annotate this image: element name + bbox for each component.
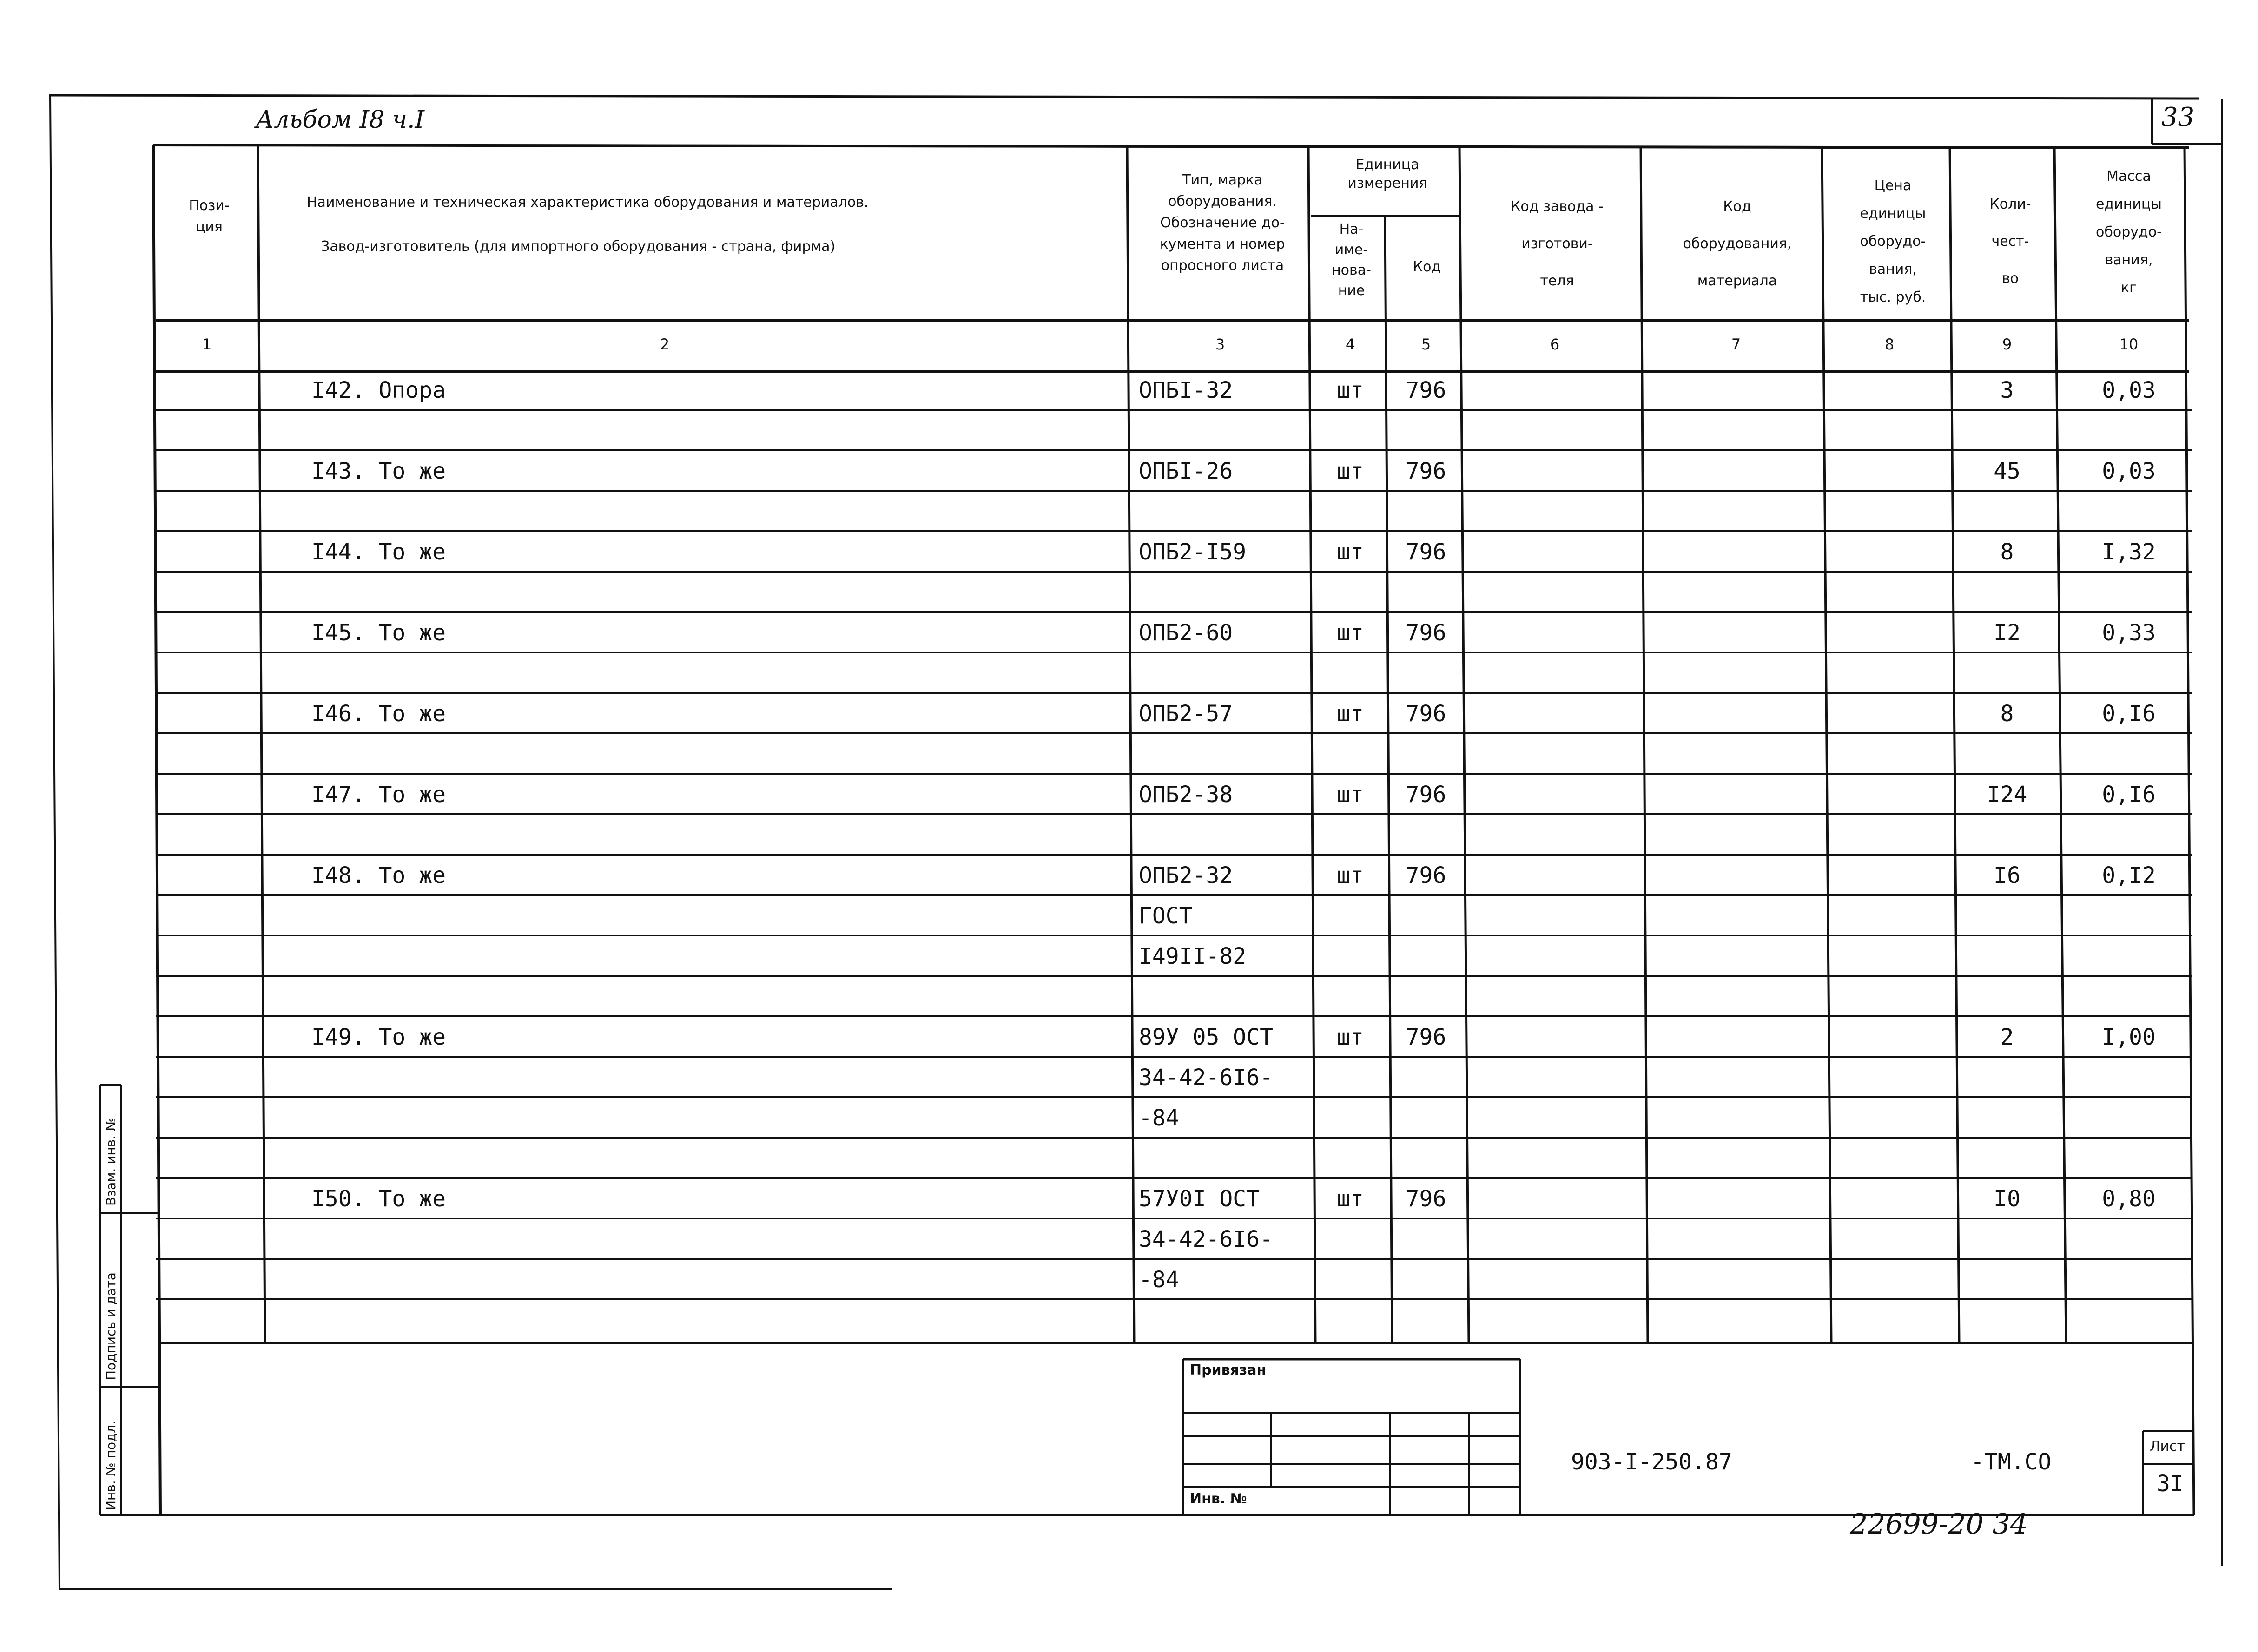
- row-qty: 2: [2000, 1024, 2014, 1050]
- stamp-doc-suffix: -ТМ.СО: [1971, 1449, 2052, 1475]
- stamp-inv-no: Инв. №: [1190, 1491, 1247, 1507]
- header-col8: Цена единицы оборудо- вания, тыс. руб.: [1860, 178, 1926, 305]
- row-type: 34-42-6I6-: [1139, 1226, 1273, 1252]
- header-col6: Код завода - изготови- теля: [1511, 198, 1604, 289]
- row-mass: 0,03: [2102, 458, 2156, 484]
- stamp-doc-code: 903-I-250.87: [1571, 1449, 1732, 1475]
- row-name: I48. То же: [311, 862, 446, 889]
- row-type: ОПБI-32: [1139, 377, 1233, 403]
- row-type: ОПБ2-38: [1139, 782, 1233, 808]
- row-type: ОПБ2-57: [1139, 701, 1233, 727]
- row-unit: шт: [1337, 458, 1364, 484]
- column-number-1: 1: [202, 336, 212, 353]
- column-number-3: 3: [1215, 336, 1225, 353]
- row-qty: 8: [2000, 539, 2014, 565]
- row-mass: 0,I2: [2102, 862, 2156, 889]
- header-col2-line2: Завод-изготовитель (для импортного оборудования - страна, фирма): [321, 238, 836, 255]
- header-col45-group: Единица измерения: [1347, 157, 1427, 191]
- row-unit: шт: [1337, 782, 1364, 808]
- header-col5: Код: [1413, 259, 1441, 275]
- row-type: -84: [1139, 1267, 1179, 1293]
- column-number-5: 5: [1421, 336, 1431, 353]
- column-number-8: 8: [1884, 336, 1895, 353]
- row-qty: I2: [1994, 620, 2020, 646]
- row-type: ОПБ2-32: [1139, 862, 1233, 889]
- header-col2-line1: Наименование и техническая характеристика оборудования и материалов.: [307, 194, 869, 211]
- row-unit: шт: [1337, 862, 1364, 889]
- row-code: 796: [1406, 782, 1446, 808]
- header-col3: Тип, марка оборудования. Обозначение до- кумента и номер опросного листа: [1160, 172, 1285, 274]
- row-name: I46. То же: [311, 701, 446, 727]
- row-name: I45. То же: [311, 620, 446, 646]
- row-name: I47. То же: [311, 782, 446, 808]
- row-type: 34-42-6I6-: [1139, 1065, 1273, 1091]
- row-qty: I24: [1987, 782, 2027, 808]
- row-code: 796: [1406, 862, 1446, 889]
- row-mass: 0,80: [2102, 1186, 2156, 1212]
- stamp-privyazan: Привязан: [1190, 1362, 1267, 1378]
- row-unit: шт: [1337, 701, 1364, 727]
- row-name: I42. Опора: [311, 377, 446, 403]
- row-code: 796: [1406, 701, 1446, 727]
- row-name: I49. То же: [311, 1024, 446, 1050]
- column-number-2: 2: [660, 336, 670, 353]
- row-qty: 8: [2000, 701, 2014, 727]
- row-type: 57У0I ОСТ: [1139, 1186, 1260, 1212]
- header-col7: Код оборудования, материала: [1683, 198, 1792, 289]
- column-number-9: 9: [2002, 336, 2012, 353]
- row-mass: I,00: [2102, 1024, 2156, 1050]
- row-code: 796: [1406, 620, 1446, 646]
- row-type: ОПБ2-I59: [1139, 539, 1247, 565]
- row-unit: шт: [1337, 1186, 1364, 1212]
- stamp-list-number: 3I: [2157, 1471, 2184, 1497]
- column-number-7: 7: [1731, 336, 1741, 353]
- page-number: 33: [2161, 102, 2195, 132]
- row-unit: шт: [1337, 620, 1364, 646]
- row-code: 796: [1406, 1024, 1446, 1050]
- row-type: -84: [1139, 1105, 1179, 1131]
- row-code: 796: [1406, 1186, 1446, 1212]
- row-type: ОПБI-26: [1139, 458, 1233, 484]
- bottom-note: 22699-20 34: [1850, 1508, 2028, 1540]
- column-number-6: 6: [1550, 336, 1560, 353]
- row-mass: 0,I6: [2102, 701, 2156, 727]
- row-code: 796: [1406, 377, 1446, 403]
- side-label-vzam: Взам. инв. №: [103, 1117, 119, 1206]
- row-code: 796: [1406, 458, 1446, 484]
- stamp-list-label: Лист: [2150, 1438, 2185, 1455]
- row-code: 796: [1406, 539, 1446, 565]
- row-type: 89У 05 ОСТ: [1139, 1024, 1273, 1050]
- row-type: ГОСТ: [1139, 903, 1193, 929]
- header-col10: Масса единицы оборудо- вания, кг: [2096, 168, 2162, 296]
- row-name: I44. То же: [311, 539, 446, 565]
- side-label-podpis: Подпись и дата: [103, 1272, 119, 1380]
- album-label: Альбом I8 ч.I: [256, 106, 425, 134]
- header-col4: На- име- нова- ние: [1332, 221, 1371, 299]
- row-mass: 0,03: [2102, 377, 2156, 403]
- row-mass: I,32: [2102, 539, 2156, 565]
- row-qty: 45: [1994, 458, 2020, 484]
- row-name: I43. То же: [311, 458, 446, 484]
- row-mass: 0,33: [2102, 620, 2156, 646]
- column-number-10: 10: [2119, 336, 2139, 353]
- row-unit: шт: [1337, 539, 1364, 565]
- row-name: I50. То же: [311, 1186, 446, 1212]
- column-number-4: 4: [1345, 336, 1355, 353]
- header-col1: Пози- ция: [189, 197, 230, 235]
- side-label-inv-podl: Инв. № подл.: [103, 1420, 119, 1510]
- header-col9: Коли- чест- во: [1989, 196, 2031, 287]
- row-unit: шт: [1337, 377, 1364, 403]
- row-type: ОПБ2-60: [1139, 620, 1233, 646]
- row-qty: I6: [1994, 862, 2020, 889]
- row-mass: 0,I6: [2102, 782, 2156, 808]
- row-qty: I0: [1994, 1186, 2020, 1212]
- row-type: I49II-82: [1139, 943, 1247, 969]
- row-qty: 3: [2000, 377, 2014, 403]
- row-unit: шт: [1337, 1024, 1364, 1050]
